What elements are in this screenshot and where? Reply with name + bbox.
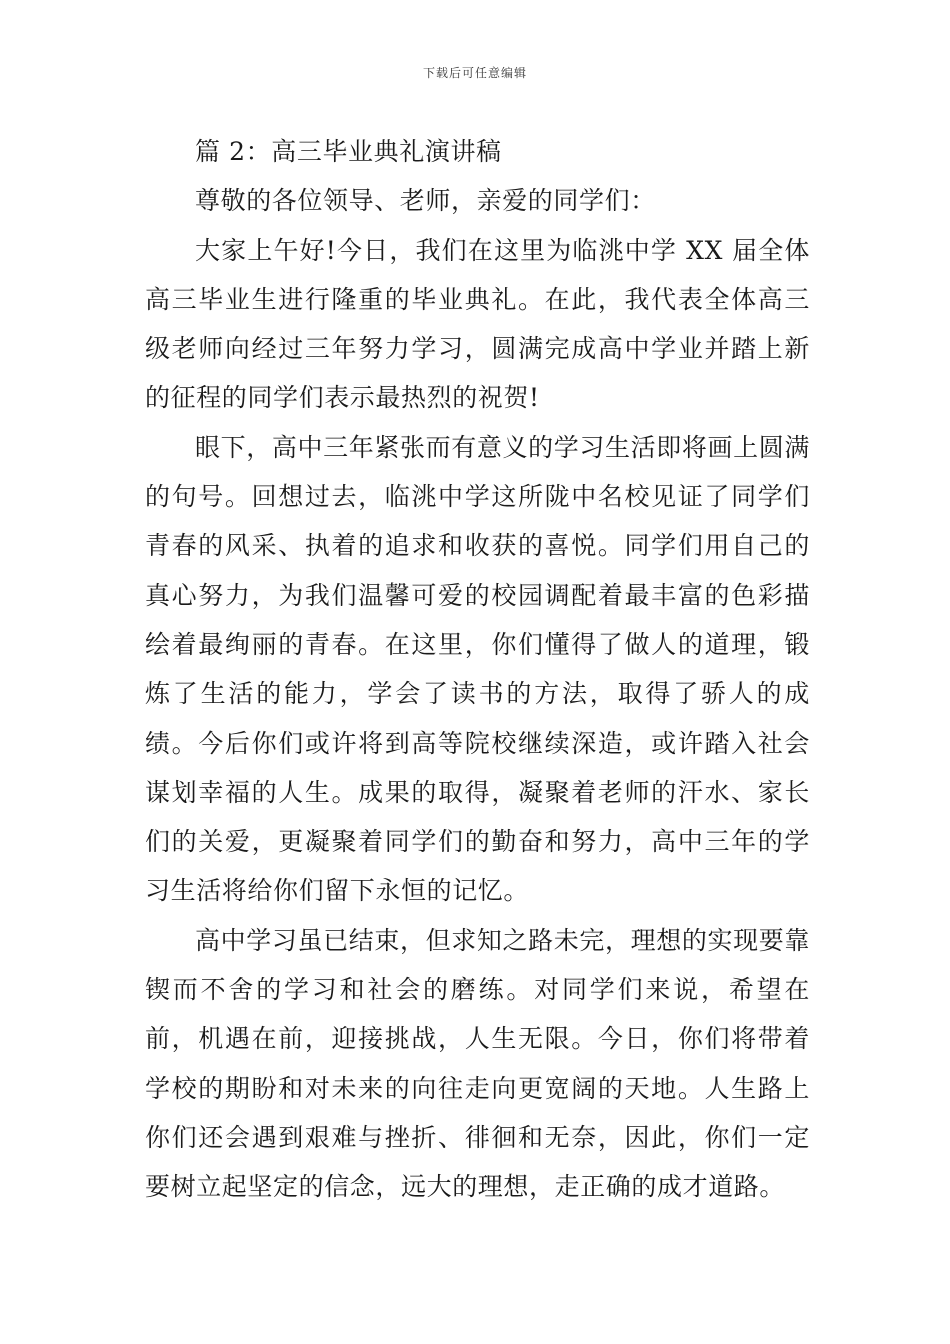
- paragraph-1: 大家上午好!今日，我们在这里为临洮中学 XX 届全体高三毕业生进行隆重的毕业典礼。在此，我代表全体高三级老师向经过三年努力学习，圆满完成高中学业并踏上新的征程的同学们表示最热烈的祝贺!: [145, 235, 810, 413]
- salutation: 尊敬的各位领导、老师，亲爱的同学们：: [195, 186, 656, 216]
- document-body: [145, 127, 810, 1212]
- paragraph-2: 眼下，高中三年紧张而有意义的学习生活即将画上圆满的句号。回想过去，临洮中学这所陇中名校见证了同学们青春的风采、执着的追求和收获的喜悦。同学们用自己的真心努力，为我们温馨可爱的校园调配着最丰富的色彩描绘着最绚丽的青春。在这里，你们懂得了做人的道理，锻炼了生活的能力，学会了读书的方法，取得了骄人的成绩。今后你们或许将到高等院校继续深造，或许踏入社会谋划幸福的人生。成果的取得，凝聚着老师的汗水、家长们的关爱，更凝聚着同学们的勤奋和努力，高中三年的学习生活将给你们留下永恒的记忆。: [145, 432, 810, 906]
- header-note: 下载后可任意编辑: [422, 66, 527, 80]
- paragraph-3: 高中学习虽已结束，但求知之路未完，理想的实现要靠锲而不舍的学习和社会的磨练。对同学们来说，希望在前，机遇在前，迎接挑战，人生无限。今日，你们将带着学校的期盼和对未来的向往走向更宽阔的天地。人生路上你们还会遇到艰难与挫折、徘徊和无奈，因此，你们一定要树立起坚定的信念，远大的理想，走正确的成才道路。: [145, 925, 810, 1202]
- document-heading: 篇 2：高三毕业典礼演讲稿: [195, 137, 502, 166]
